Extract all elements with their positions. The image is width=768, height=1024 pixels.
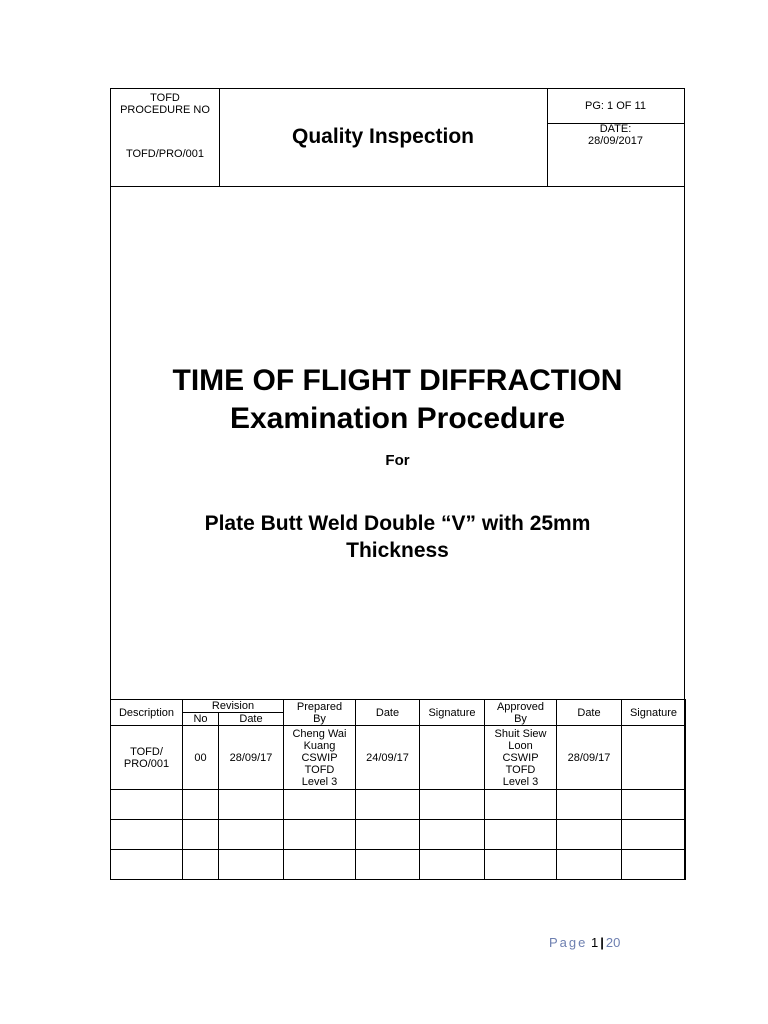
empty-cell bbox=[111, 790, 183, 820]
table-row-empty bbox=[111, 820, 686, 850]
header-approved-by bbox=[485, 700, 557, 726]
preparer-line5: Level 3 bbox=[301, 775, 338, 788]
document-frame bbox=[110, 88, 685, 880]
prepared-label: Prepared bbox=[296, 700, 343, 713]
preparer-line4: TOFD bbox=[304, 763, 335, 776]
empty-cell bbox=[557, 820, 622, 850]
preparer-line1: Cheng Wai bbox=[292, 727, 347, 740]
empty-cell bbox=[420, 790, 485, 820]
subtitle-line1: Plate Butt Weld Double “V” with 25mm bbox=[204, 512, 591, 535]
cell-revision-date: 28/09/17 bbox=[219, 726, 284, 790]
empty-cell bbox=[183, 820, 219, 850]
header-approval-signature: Signature bbox=[622, 700, 686, 726]
approver-line4: TOFD bbox=[505, 763, 536, 776]
header-title: Quality Inspection bbox=[291, 125, 475, 148]
empty-cell bbox=[356, 820, 420, 850]
empty-cell bbox=[622, 790, 686, 820]
description-line2: PRO/001 bbox=[123, 757, 170, 770]
approver-line2: Loon bbox=[508, 739, 533, 752]
cell-approved-by bbox=[485, 726, 557, 790]
empty-cell bbox=[356, 790, 420, 820]
preparer-line2: Kuang bbox=[303, 739, 336, 752]
procedure-number-cell bbox=[111, 89, 220, 186]
header-title-cell bbox=[219, 89, 548, 186]
page-total: 20 bbox=[605, 935, 621, 950]
empty-cell bbox=[485, 790, 557, 820]
header-revision-date: Date bbox=[219, 713, 284, 726]
cell-prepared-date: 24/09/17 bbox=[356, 726, 420, 790]
main-title-line2: Examination Procedure bbox=[229, 402, 566, 435]
empty-cell bbox=[557, 790, 622, 820]
header-revision-no: No bbox=[183, 713, 219, 726]
cell-prepared-signature bbox=[420, 726, 485, 790]
page-separator: | bbox=[600, 935, 604, 950]
header-date bbox=[547, 123, 684, 147]
empty-cell bbox=[284, 850, 356, 880]
table-row bbox=[111, 726, 686, 790]
header-revision: Revision bbox=[183, 700, 284, 713]
cell-revision-no: 00 bbox=[183, 726, 219, 790]
date-value: 28/09/2017 bbox=[587, 135, 644, 147]
cell-description bbox=[111, 726, 183, 790]
approved-by-label: By bbox=[514, 712, 527, 725]
empty-cell bbox=[622, 850, 686, 880]
empty-cell bbox=[111, 820, 183, 850]
for-label: For bbox=[385, 452, 410, 469]
approver-line1: Shuit Siew bbox=[494, 727, 547, 740]
prepared-by-label: By bbox=[313, 712, 326, 725]
cell-approved-date: 28/09/17 bbox=[557, 726, 622, 790]
procedure-label-line1: TOFD bbox=[150, 92, 180, 104]
header-date: Date bbox=[356, 700, 420, 726]
page-number: 1 bbox=[591, 935, 599, 950]
main-title-line1: TIME OF FLIGHT DIFFRACTION bbox=[172, 364, 623, 397]
empty-cell bbox=[485, 850, 557, 880]
empty-cell bbox=[284, 820, 356, 850]
empty-cell bbox=[284, 790, 356, 820]
approved-label: Approved bbox=[496, 700, 545, 713]
cell-prepared-by bbox=[284, 726, 356, 790]
empty-cell bbox=[356, 850, 420, 880]
approver-line5: Level 3 bbox=[502, 775, 539, 788]
empty-cell bbox=[420, 820, 485, 850]
empty-cell bbox=[183, 850, 219, 880]
description-line1: TOFD/ bbox=[130, 745, 163, 758]
header-prepared-by bbox=[284, 700, 356, 726]
subtitle-line2: Thickness bbox=[346, 539, 449, 562]
empty-cell bbox=[485, 820, 557, 850]
date-label: DATE: bbox=[599, 123, 632, 135]
header-signature: Signature bbox=[420, 700, 485, 726]
procedure-label bbox=[111, 92, 219, 116]
empty-cell bbox=[557, 850, 622, 880]
revision-table bbox=[110, 699, 686, 880]
empty-cell bbox=[219, 790, 284, 820]
page-count: PG: 1 OF 11 bbox=[547, 89, 684, 124]
cell-approved-signature bbox=[622, 726, 686, 790]
table-header-row bbox=[111, 700, 686, 713]
page-word: Page bbox=[549, 935, 588, 950]
approver-line3: CSWIP bbox=[502, 751, 539, 764]
table-row-empty bbox=[111, 850, 686, 880]
table-row-empty bbox=[111, 790, 686, 820]
header-approval-date: Date bbox=[557, 700, 622, 726]
empty-cell bbox=[219, 820, 284, 850]
procedure-label-line2: PROCEDURE NO bbox=[120, 104, 210, 116]
empty-cell bbox=[183, 790, 219, 820]
header-description: Description bbox=[111, 700, 183, 726]
empty-cell bbox=[420, 850, 485, 880]
header-meta-cell bbox=[547, 89, 684, 186]
subtitle bbox=[111, 510, 684, 564]
preparer-line3: CSWIP bbox=[301, 751, 338, 764]
empty-cell bbox=[219, 850, 284, 880]
empty-cell bbox=[622, 820, 686, 850]
empty-cell bbox=[111, 850, 183, 880]
page-footer bbox=[549, 935, 620, 950]
header-block bbox=[111, 89, 684, 187]
procedure-number: TOFD/PRO/001 bbox=[125, 148, 205, 160]
